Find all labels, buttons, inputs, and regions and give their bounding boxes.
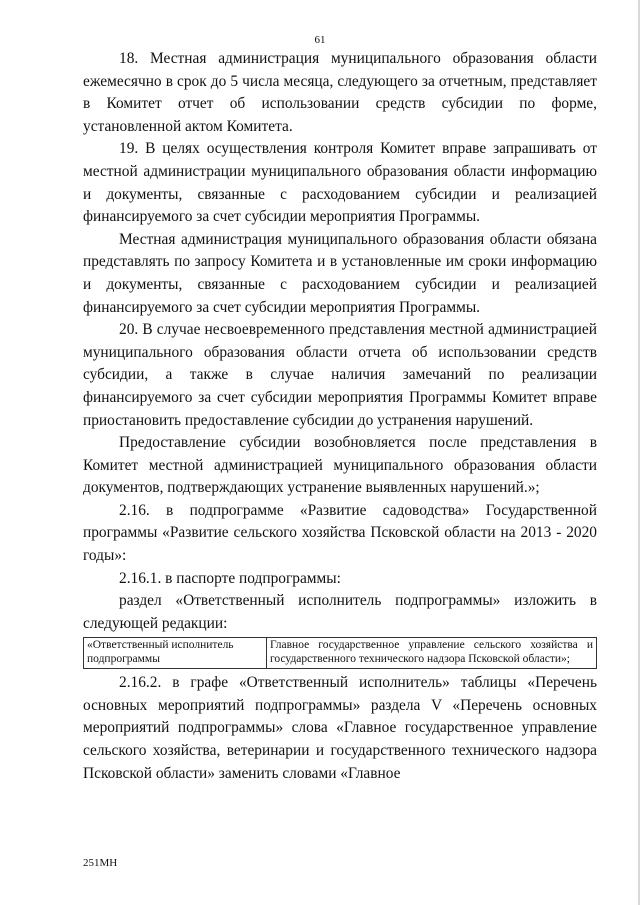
paragraph-20: 20. В случае несвоевременного представления местной администрацией муниципального образования области отчета об использовании средств субсидии, а также в случае наличия замечаний по реализации финансируемого за счет субсидии мероприятия Программы Комитет вправе приостановить предоставление субсидии до устранения нарушений.: [83, 321, 597, 429]
table-row: [84, 638, 597, 669]
paragraph-20-resumption: Предоставление субсидии возобновляется после представления в Комитет местной администрацией муниципального образования области документов, подтверждающих устранение выявленных нарушений.»;: [83, 434, 597, 497]
paragraph-19: 19. В целях осуществления контроля Комитет вправе запрашивать от местной администрации муниципального образования области информацию и документы, связанные с расходованием субсидии и реализацией финансируемого за счет субсидии мероприятия Программы.: [83, 140, 597, 226]
page-number: 61: [314, 34, 326, 46]
table-cell-value: Главное государственное управление сельского хозяйства и государственного технического надзора Псковской области»;: [267, 638, 597, 669]
paragraph-2-16-2: 2.16.2. в графе «Ответственный исполнитель» таблицы «Перечень основных мероприятий подпрограммы» раздела V «Перечень основных мероприятий подпрограммы» слова «Главное государственное управление сельского хозяйства, ветеринарии и государственного технического надзора Псковской области» заменить словами «Главное: [83, 674, 597, 782]
paragraph-19-obligation: Местная администрация муниципального образования области обязана представлять по запросу Комитета и в установленные им сроки информацию и документы, связанные с расходованием субсидии и реализацией финансируемого за счет субсидии мероприятия Программы.: [83, 230, 597, 316]
table-cell-label: «Ответственный исполнитель подпрограммы: [84, 638, 267, 669]
responsible-executor-table: [83, 637, 597, 669]
document-code: 251МН: [83, 857, 118, 869]
document-body: [83, 48, 597, 785]
paragraph-section-statement: раздел «Ответственный исполнитель подпрограммы» изложить в следующей редакции:: [83, 592, 597, 632]
paragraph-2-16-1: 2.16.1. в паспорте подпрограммы:: [119, 569, 341, 587]
paragraph-2-16: 2.16. в подпрограмме «Развитие садоводства» Государственной программы «Развитие сельского хозяйства Псковской области на 2013 - 2020 годы»:: [83, 501, 597, 565]
paragraph-18: 18. Местная администрация муниципального образования области ежемесячно в срок до 5 числа месяца, следующего за отчетным, представляет в Комитет отчет об использовании средств субсидии по форме, установленной актом Комитета.: [83, 50, 597, 135]
